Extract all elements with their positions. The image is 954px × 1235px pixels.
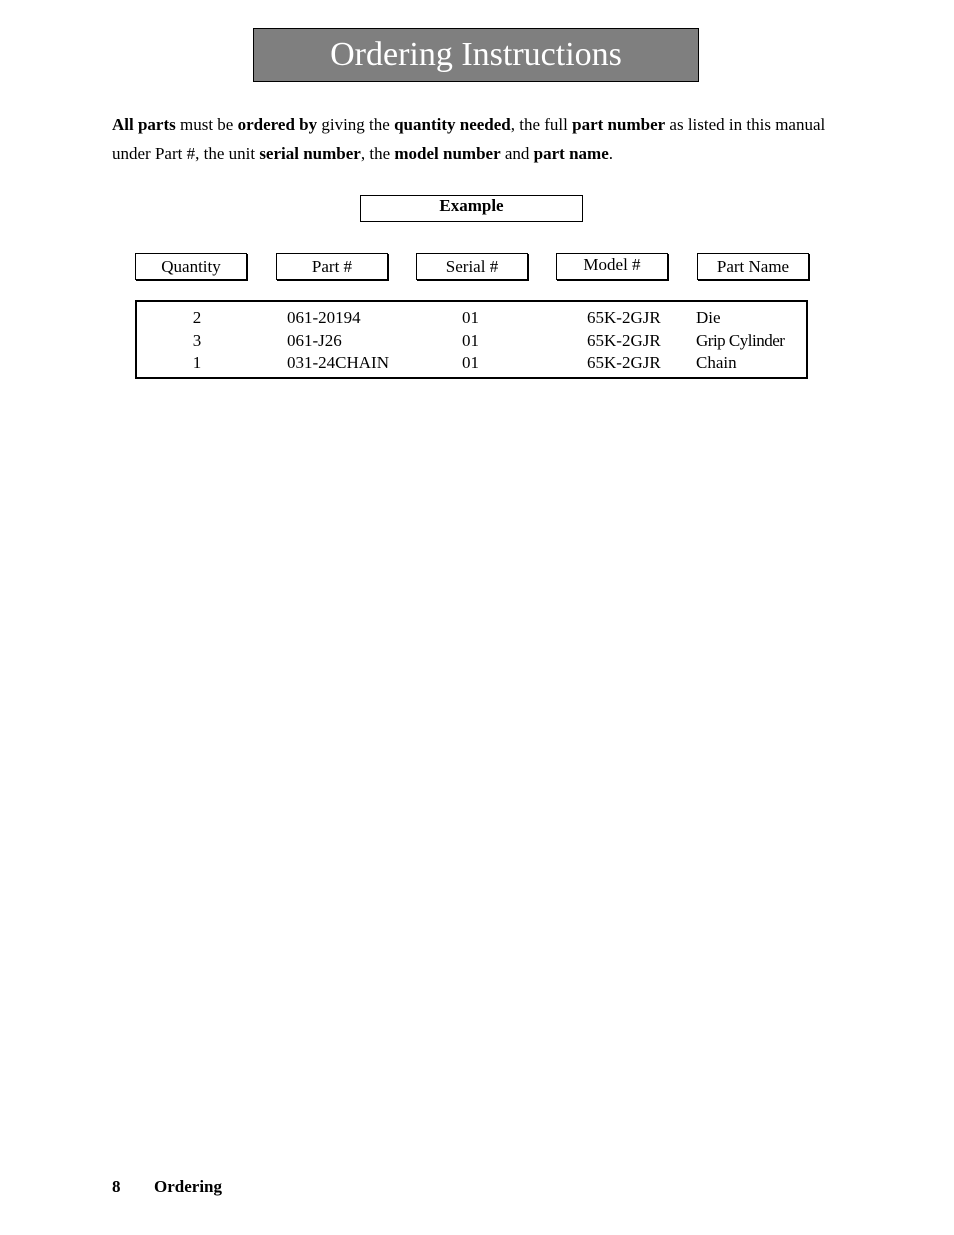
table-cell-quantity: 2 <box>192 308 202 327</box>
table-cell-part-name: Chain <box>696 353 737 372</box>
table-cell-model: 65K-2GJR <box>587 331 661 350</box>
table-cell-quantity: 1 <box>192 353 202 372</box>
intro-text: giving the <box>317 115 395 134</box>
intro-text: , the full <box>510 115 573 134</box>
intro-bold-part-number: part number <box>572 115 666 134</box>
table-cell-quantity: 3 <box>192 331 202 350</box>
column-header-part: Part # <box>276 253 388 280</box>
intro-text: and <box>500 144 534 163</box>
intro-text: as listed in this manual under Part #, the unit <box>112 115 826 163</box>
intro-bold-ordered-by: ordered by <box>237 115 318 134</box>
table-cell-part: 031-24CHAIN <box>287 353 389 372</box>
footer-page-number: 8 <box>112 1177 121 1196</box>
table-cell-serial: 01 <box>462 331 479 350</box>
intro-bold-serial-number: serial number <box>259 144 361 163</box>
table-cell-part: 061-20194 <box>287 308 361 327</box>
example-table <box>135 300 808 379</box>
column-header-model: Model # <box>556 253 668 280</box>
column-header-part-name: Part Name <box>697 253 809 280</box>
intro-text: , the <box>360 144 395 163</box>
table-cell-part-name: Die <box>696 308 721 327</box>
intro-bold-model-number: model number <box>394 144 501 163</box>
intro-text: must be <box>175 115 238 134</box>
table-cell-model: 65K-2GJR <box>587 308 661 327</box>
title-banner <box>253 28 699 82</box>
table-cell-serial: 01 <box>462 353 479 372</box>
intro-bold-all-parts: All parts <box>112 115 176 134</box>
example-label: Example <box>360 195 583 222</box>
table-cell-part: 061-J26 <box>287 331 342 350</box>
intro-text: . <box>608 144 613 163</box>
intro-paragraph <box>112 110 832 168</box>
column-header-serial: Serial # <box>416 253 528 280</box>
intro-bold-quantity: quantity needed <box>394 115 511 134</box>
page-title: Ordering Instructions <box>330 36 622 73</box>
intro-bold-part-name: part name <box>533 144 609 163</box>
table-cell-serial: 01 <box>462 308 479 327</box>
table-cell-part-name: Grip Cylinder <box>696 331 785 350</box>
column-header-quantity: Quantity <box>135 253 247 280</box>
table-cell-model: 65K-2GJR <box>587 353 661 372</box>
footer-section-name: Ordering <box>154 1177 222 1196</box>
